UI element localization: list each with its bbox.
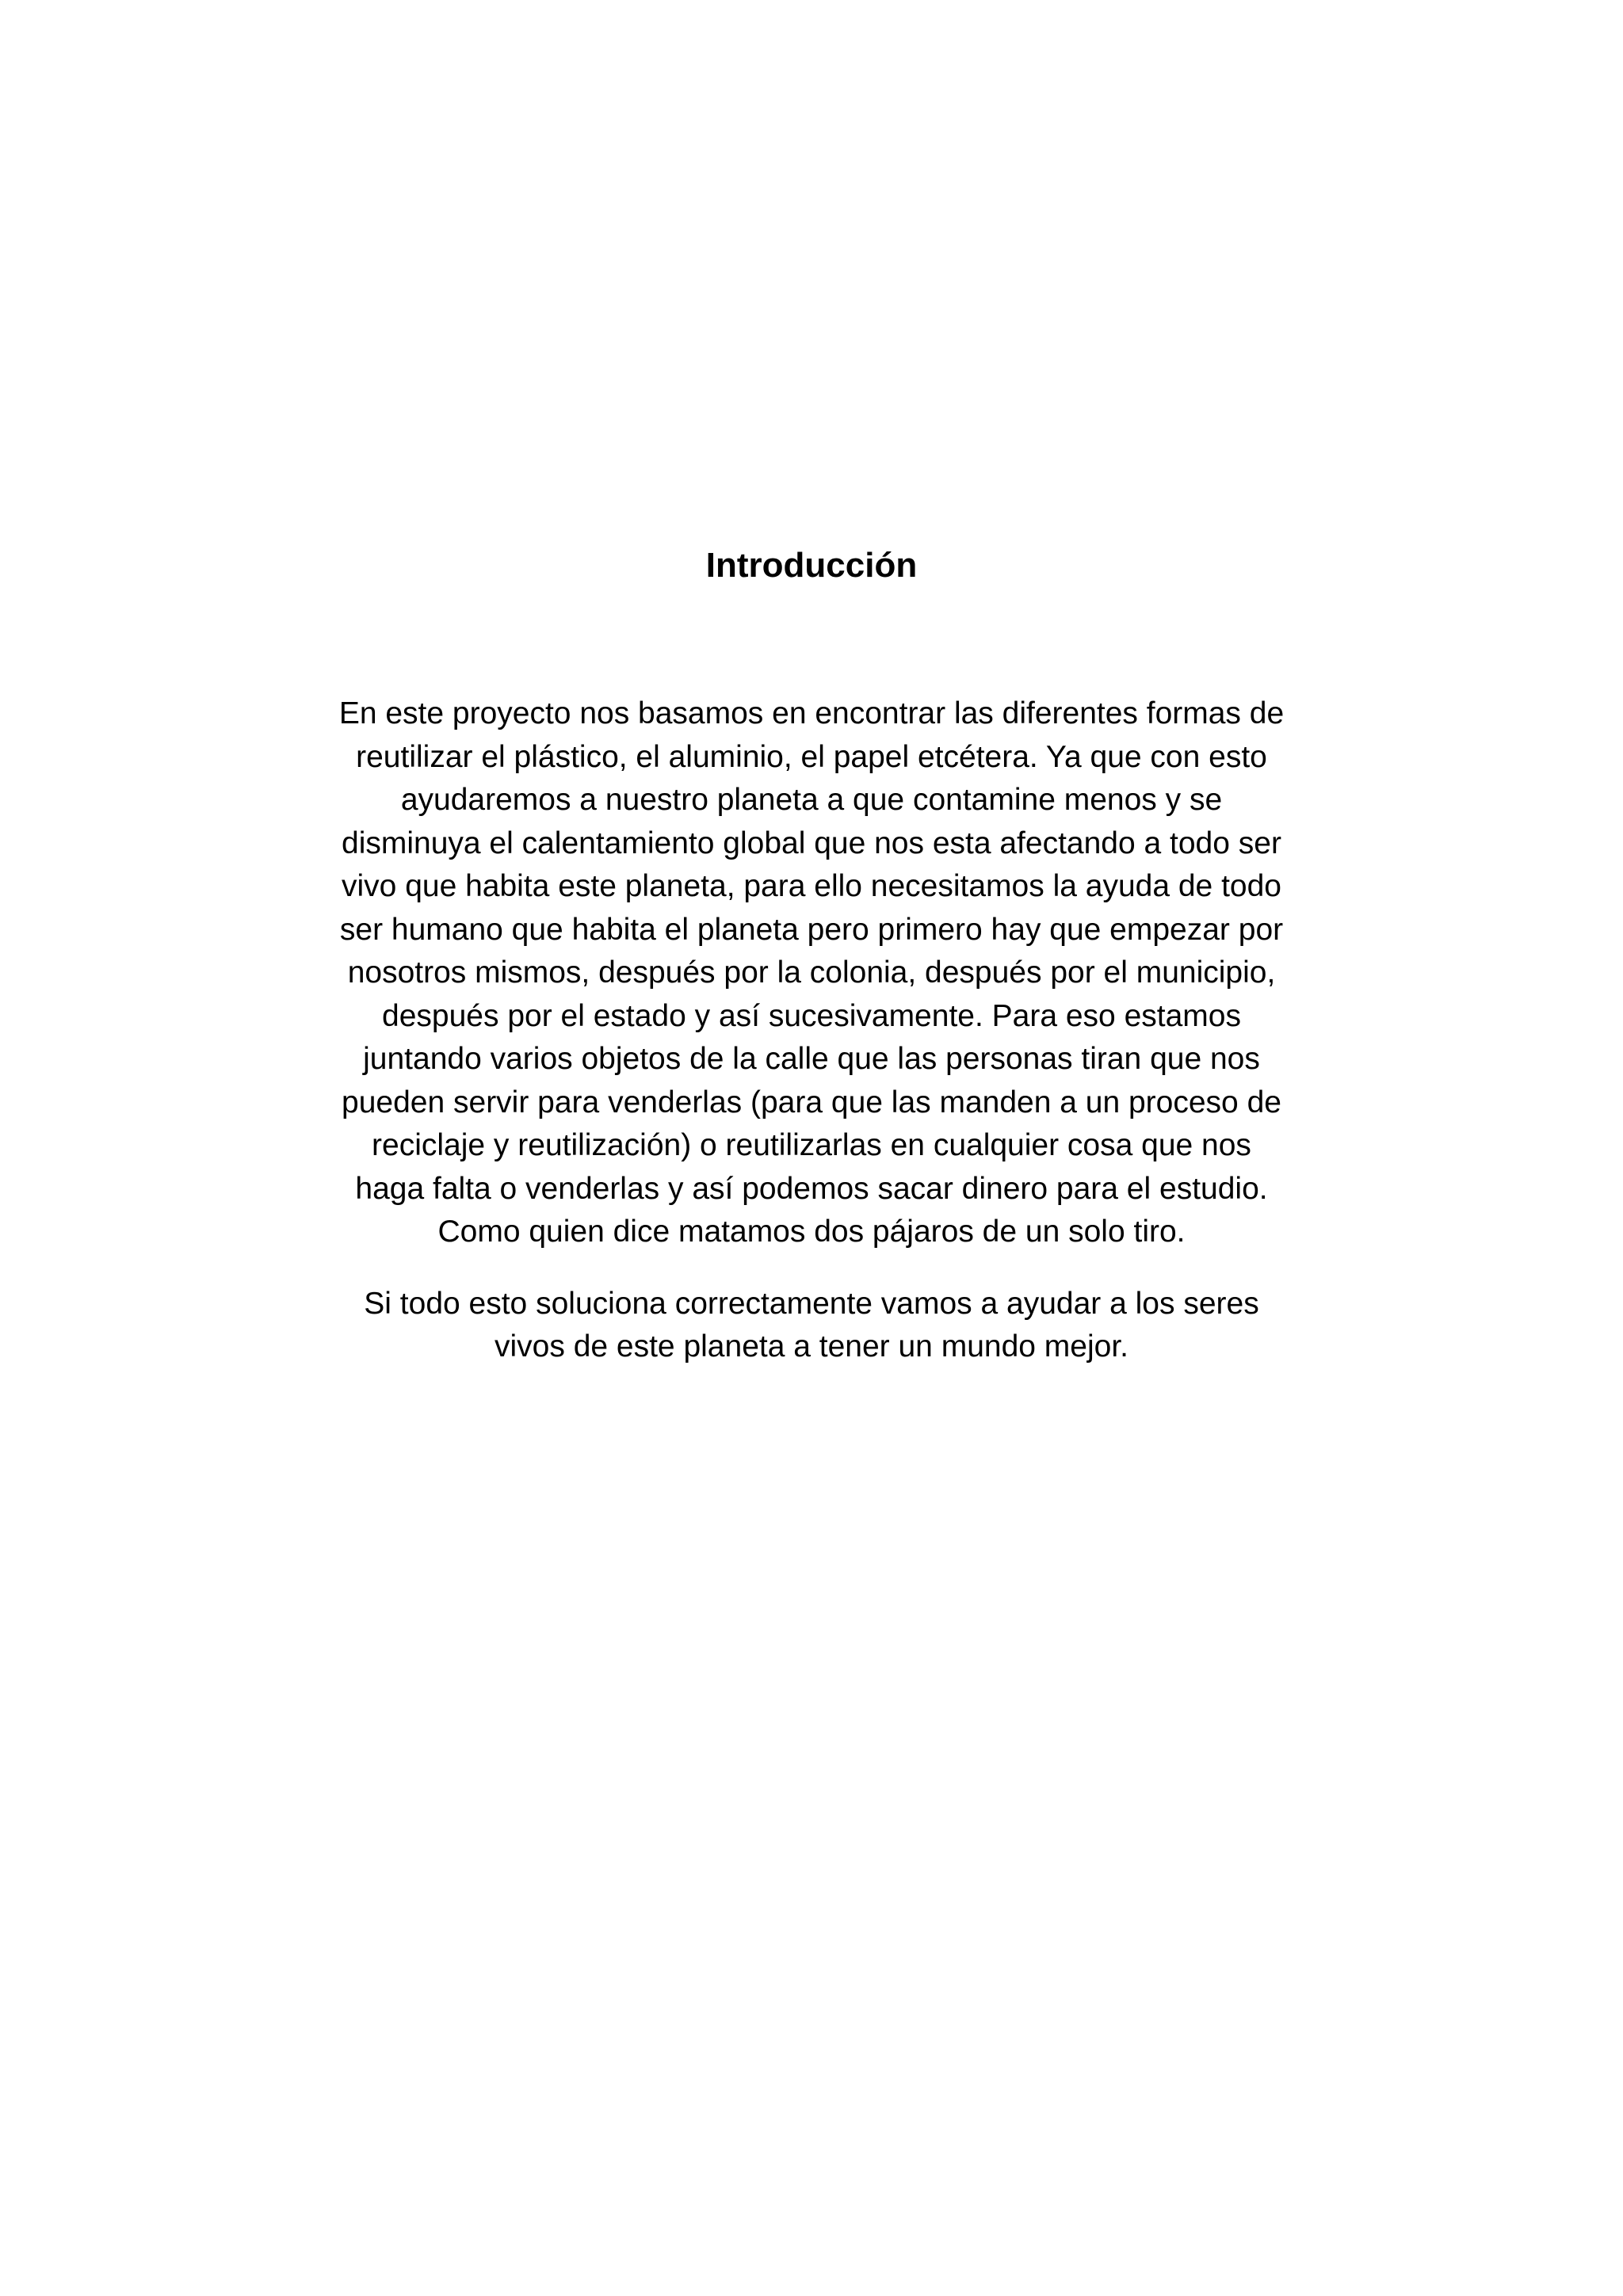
text-line: ayudaremos a nuestro planeta a que contamine menos y se <box>400 783 1223 817</box>
text-line: nosotros mismos, después por la colonia, después por el municipio, <box>347 955 1276 990</box>
text-line: vivos de este planeta a tener un mundo mejor. <box>495 1329 1128 1363</box>
document-body <box>296 692 1327 1369</box>
paragraph-2 <box>296 1283 1327 1369</box>
text-line: reutilizar el plástico, el aluminio, el papel etcétera. Ya que con esto <box>356 739 1267 774</box>
text-line: vivo que habita este planeta, para ello necesitamos la ayuda de todo <box>342 869 1281 903</box>
page-title: Introducción <box>705 546 918 585</box>
text-line: Como quien dice matamos dos pájaros de un solo tiro. <box>437 1215 1186 1249</box>
text-line: después por el estado y así sucesivamente. Para eso estamos <box>382 998 1241 1033</box>
text-line: disminuya el calentamiento global que nos esta afectando a todo ser <box>342 826 1281 860</box>
text-line: ser humano que habita el planeta pero primero hay que empezar por <box>339 912 1284 947</box>
text-line: juntando varios objetos de la calle que las personas tiran que nos <box>363 1042 1260 1076</box>
text-line: pueden servir para venderlas (para que las manden a un proceso de <box>342 1085 1281 1119</box>
text-line: En este proyecto nos basamos en encontrar las diferentes formas de <box>338 696 1285 730</box>
text-line: haga falta o venderlas y así podemos sacar dinero para el estudio. <box>355 1171 1268 1206</box>
paragraph-1 <box>296 692 1327 1254</box>
text-line: reciclaje y reutilización) o reutilizarlas en cualquier cosa que nos <box>372 1128 1251 1162</box>
text-line: Si todo esto soluciona correctamente vamos a ayudar a los seres <box>364 1286 1259 1321</box>
